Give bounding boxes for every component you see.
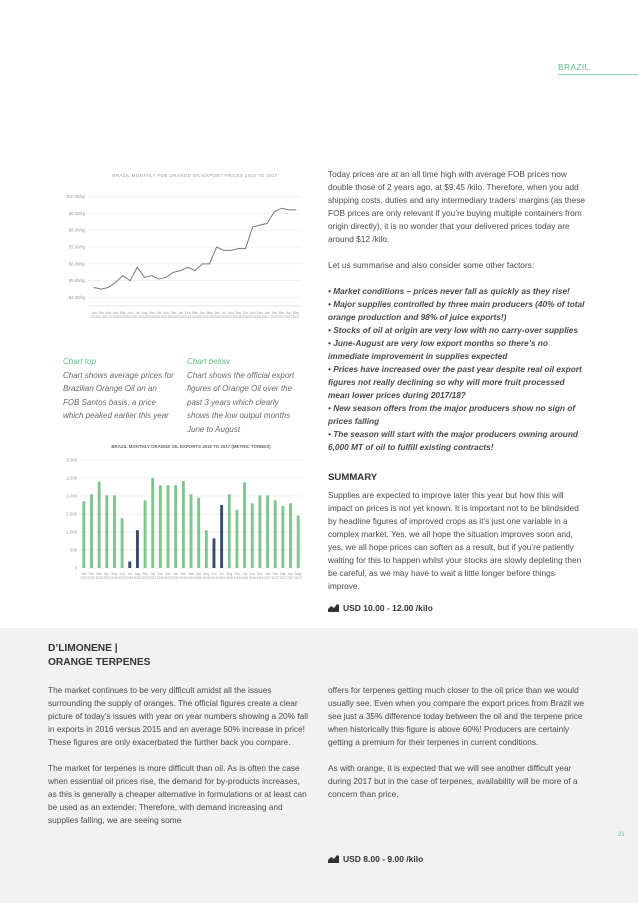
data-point — [159, 279, 160, 280]
x-tick-year: 2016 — [198, 315, 206, 319]
y-tick-label: $9.00/kg — [68, 210, 85, 216]
x-tick-label: Oct — [242, 572, 248, 576]
x-tick-label: Jun — [214, 311, 220, 315]
x-tick-year: 2017 — [278, 315, 286, 319]
data-point — [115, 282, 116, 283]
bar — [289, 503, 292, 568]
data-point — [187, 267, 188, 268]
x-tick-year: 2016 — [249, 315, 257, 319]
data-point — [195, 270, 196, 271]
bar — [167, 485, 170, 568]
dlimonene-right-paragraph-1: offers for terpenes getting much closer to the oil price than we would usually see. Even when you compare the export prices from Brazil we see just a 35% difference today between the oil and the terpene price when historically this figure is above 60%! Producers are certainly getting a premium for their terpenes in current conditions. — [328, 685, 584, 747]
data-point — [166, 277, 167, 278]
bar — [90, 494, 93, 568]
y-tick-label: 2,000 — [66, 493, 77, 499]
x-tick-year: 2016 — [184, 315, 192, 319]
x-tick-year: 2016 — [202, 576, 210, 580]
x-tick-year: 2015 — [90, 315, 98, 319]
bar — [213, 538, 216, 568]
x-tick-year: 2016 — [241, 576, 249, 580]
x-tick-label: Mar — [278, 311, 285, 315]
y-tick-label: $10.00/kg — [66, 193, 85, 199]
x-tick-year: 2015 — [112, 315, 120, 319]
y-tick-label: $7.00/kg — [68, 244, 85, 250]
data-point — [173, 272, 174, 273]
summary-text: Supplies are expected to improve later this year but how this will impact on prices is not yet known. It is important not to be blindsided by headline figures of improved crops as it’s just one variable in a complex market. Yes, we all hope the situation improves soon and, yes, we all hope prices can soften as a result, but if you’re patiently waiting for this to happen whilst your stocks are slowly depleting then be careful, as we may have to wait a little longer before things improve. — [328, 490, 582, 591]
y-tick-label: 2,500 — [66, 475, 77, 481]
x-tick-year: 2017 — [285, 315, 293, 319]
x-tick-label: Mar — [96, 572, 102, 576]
y-tick-label: $5.00/kg — [68, 278, 85, 284]
x-tick-label: May — [295, 572, 302, 576]
x-tick-year: 2015 — [97, 315, 105, 319]
bar — [82, 501, 85, 568]
y-tick-label: $6.00/kg — [68, 261, 85, 267]
x-tick-year: 2017 — [264, 576, 272, 580]
bar — [113, 495, 116, 568]
data-point — [260, 225, 261, 226]
bullet-item: • The season will start with the major producers owning around 6,000 MT of oil to fulfill existing contracts! — [328, 429, 579, 452]
data-point — [296, 210, 297, 211]
x-tick-label: May — [292, 311, 300, 315]
bar — [151, 478, 154, 568]
chart-title: BRAZIL MONTHLY FOB ORANGE OIL EXPORT PRICES 2015 TO 2017 — [112, 173, 278, 178]
chart-title: BRAZIL MONTHLY ORANGE OIL EXPORTS 2015 TO 2017 (METRIC TONNES) — [111, 444, 271, 449]
x-tick-label: Aug — [226, 572, 233, 576]
dlimonene-left-column — [48, 684, 310, 840]
x-tick-label: Dec — [257, 572, 263, 576]
x-tick-year: 2015 — [126, 576, 134, 580]
exports-bar-chart-svg — [58, 438, 312, 584]
x-tick-label: Oct — [156, 311, 162, 315]
x-tick-label: Jul — [219, 572, 224, 576]
x-tick-label: Mar — [188, 572, 194, 576]
bar — [251, 503, 254, 568]
data-point — [101, 289, 102, 290]
data-point — [245, 248, 246, 249]
bar — [297, 515, 300, 568]
data-point — [151, 275, 152, 276]
factor-bullets — [328, 285, 586, 454]
x-tick-label: Apr — [286, 311, 292, 315]
x-tick-year: 2016 — [225, 576, 233, 580]
x-tick-year: 2017 — [263, 315, 271, 319]
bar — [105, 495, 108, 568]
x-tick-year: 2016 — [187, 576, 195, 580]
terpenes-price-label: USD 8.00 - 9.00 /kilo — [343, 854, 424, 864]
bar — [136, 530, 139, 568]
chart-icon — [328, 855, 339, 863]
bar — [274, 500, 277, 568]
x-tick-label: Jan — [81, 572, 87, 576]
data-point — [216, 247, 217, 248]
bullet-item: • June-August are very low export months so there’s no immediate improvement in supplies expected — [328, 338, 548, 361]
orange-oil-price — [328, 603, 433, 613]
x-tick-year: 2016 — [234, 315, 242, 319]
x-tick-year: 2017 — [286, 576, 295, 580]
region-divider — [558, 74, 638, 75]
intro-paragraph-2: Let us summarise and also consider some other factors: — [328, 260, 535, 270]
bar — [281, 506, 284, 568]
x-tick-label: Sep — [142, 572, 148, 576]
x-tick-year: 2015 — [148, 315, 156, 319]
x-tick-year: 2015 — [140, 315, 149, 319]
series-line — [94, 208, 296, 289]
x-tick-label: Jun — [127, 311, 133, 315]
bar — [258, 495, 261, 568]
x-tick-year: 2015 — [119, 315, 127, 319]
x-tick-label: Nov — [157, 572, 164, 576]
x-tick-label: Jan — [91, 311, 97, 315]
price-line-chart-svg — [58, 168, 312, 330]
x-tick-year: 2016 — [210, 576, 218, 580]
caption-below-text: Chart shows the official export figures of Orange Oil over the past 3 years which clearly shows the low output months June to August — [187, 370, 295, 434]
x-tick-label: Aug — [228, 311, 234, 315]
intro-column — [328, 168, 586, 454]
data-point — [223, 250, 224, 251]
caption-below-heading: Chart below — [187, 357, 230, 366]
x-tick-label: Apr — [104, 572, 110, 576]
x-tick-year: 2016 — [227, 315, 235, 319]
x-tick-year: 2015 — [156, 576, 164, 580]
bar — [159, 485, 162, 568]
y-tick-label: $8.00/kg — [68, 227, 85, 233]
terpenes-price — [328, 854, 423, 864]
x-tick-year: 2016 — [256, 315, 264, 319]
x-tick-label: Mar — [192, 311, 198, 315]
x-tick-label: Feb — [98, 311, 104, 315]
caption-chart-top — [63, 355, 175, 423]
data-point — [137, 267, 138, 268]
dlimonene-left-paragraph-2: The market for terpenes is more difficult than oil. As is often the case when essential oil prices rise, the demand for by-products increases, as this is generally a cheaper alternative in formulations or at least can be used as an extender. Therefore, with demand increasing and supplies falling, we are seeing some — [48, 763, 307, 825]
x-tick-year: 2015 — [133, 576, 141, 580]
x-tick-label: Feb — [88, 572, 95, 576]
x-tick-year: 2015 — [87, 576, 96, 580]
x-tick-label: Feb — [271, 311, 278, 315]
data-point — [209, 263, 210, 264]
price-line-chart — [58, 168, 312, 330]
x-tick-year: 2016 — [213, 315, 221, 319]
x-tick-year: 2017 — [271, 576, 279, 580]
data-point — [274, 211, 275, 212]
y-tick-label: 1,500 — [66, 511, 77, 517]
data-point — [122, 275, 123, 276]
x-tick-year: 2015 — [162, 315, 170, 319]
x-tick-year: 2015 — [155, 315, 163, 319]
caption-chart-below — [187, 355, 299, 436]
bullet-item: • Prices have increased over the past year despite real oil export figures not really declining so why will more fruit processed mean lower prices during 2017/18? — [328, 364, 582, 400]
x-tick-year: 2015 — [126, 315, 134, 319]
x-tick-year: 2015 — [104, 315, 112, 319]
x-tick-label: Nov — [249, 311, 256, 315]
x-tick-year: 2015 — [133, 315, 141, 319]
x-tick-label: Dec — [257, 311, 263, 315]
x-tick-label: Jan — [264, 572, 271, 576]
y-tick-label: 1,000 — [66, 529, 77, 535]
bullet-item: • Major supplies controlled by three main producers (40% of total orange production and 98% of juice exports!) — [328, 299, 585, 322]
caption-top-text: Chart shows average prices for Brazilian Orange Oil on an FOB Santos basis, a price which peaked earlier this year — [63, 370, 174, 420]
data-point — [238, 248, 239, 249]
data-point — [288, 210, 289, 211]
x-tick-year: 2015 — [118, 576, 126, 580]
x-tick-label: Jan — [264, 311, 270, 315]
x-tick-year: 2016 — [172, 576, 180, 580]
dlimonene-heading-line1: D’LIMONENE | — [48, 643, 118, 654]
x-tick-label: Mar — [280, 572, 286, 576]
x-tick-year: 2017 — [270, 315, 278, 319]
dlimonene-heading-line2: ORANGE TERPENES — [48, 656, 151, 668]
data-point — [130, 280, 131, 281]
x-tick-label: Apr — [196, 572, 202, 576]
page-number: 21 — [618, 832, 625, 838]
data-point — [281, 208, 282, 209]
x-tick-label: Jun — [119, 572, 125, 576]
x-tick-label: Jan — [178, 311, 184, 315]
data-point — [267, 223, 268, 224]
y-tick-label: $4.00/kg — [68, 295, 85, 301]
x-tick-year: 2016 — [220, 315, 228, 319]
bar — [98, 482, 101, 568]
dlimonene-right-paragraph-2: As with orange, it is expected that we will see another difficult year during 2017 but in the case of terpenes, availability will be more of a concern than price. — [328, 763, 578, 799]
x-tick-label: Oct — [150, 572, 156, 576]
bar — [235, 510, 238, 568]
bullet-item: • New season offers from the major producers show no sign of prices falling — [328, 403, 576, 426]
x-tick-label: Jul — [221, 311, 226, 315]
x-tick-year: 2017 — [292, 315, 300, 319]
data-point — [180, 270, 181, 271]
x-tick-year: 2015 — [169, 315, 177, 319]
bar — [266, 495, 269, 568]
x-tick-label: May — [111, 572, 118, 576]
x-tick-label: Oct — [243, 311, 248, 315]
x-tick-year: 2016 — [205, 315, 213, 319]
bar — [144, 500, 147, 568]
x-tick-year: 2017 — [294, 576, 302, 580]
x-tick-label: Apr — [199, 311, 205, 315]
x-tick-label: Aug — [134, 572, 141, 576]
x-tick-label: Jun — [211, 572, 217, 576]
x-tick-label: Jul — [127, 572, 132, 576]
y-tick-label: 0 — [74, 565, 77, 571]
bar — [174, 485, 177, 568]
data-point — [108, 287, 109, 288]
x-tick-label: May — [206, 311, 213, 315]
x-tick-year: 2015 — [80, 576, 88, 580]
x-tick-label: Jan — [173, 572, 179, 576]
x-tick-label: Feb — [180, 572, 187, 576]
x-tick-label: Nov — [163, 311, 169, 315]
x-tick-year: 2016 — [233, 576, 241, 580]
x-tick-year: 2015 — [103, 576, 111, 580]
data-point — [231, 250, 232, 251]
x-tick-year: 2016 — [241, 315, 250, 319]
x-tick-year: 2015 — [95, 576, 103, 580]
data-point — [252, 226, 253, 227]
x-tick-year: 2016 — [177, 315, 185, 319]
bullet-item: • Stocks of oil at origin are very low with no carry-over supplies — [328, 325, 579, 335]
orange-oil-price-label: USD 10.00 - 12.00 /kilo — [343, 603, 433, 613]
data-point — [94, 287, 95, 288]
x-tick-label: Mar — [105, 311, 112, 315]
x-tick-label: Dec — [170, 311, 177, 315]
bar — [205, 530, 208, 568]
region-tag: BRAZIL — [558, 62, 590, 72]
bar — [121, 518, 124, 568]
x-tick-year: 2016 — [179, 576, 187, 580]
x-tick-label: Sep — [235, 311, 242, 315]
summary-heading: SUMMARY — [328, 472, 378, 483]
y-tick-label: 500 — [70, 547, 77, 553]
x-tick-year: 2016 — [256, 576, 264, 580]
x-tick-label: Feb — [185, 311, 191, 315]
data-point — [202, 263, 203, 264]
bar — [190, 494, 193, 568]
bar — [182, 481, 185, 568]
y-tick-label: 3,000 — [66, 457, 77, 463]
x-tick-label: May — [203, 572, 210, 576]
bar — [220, 505, 223, 568]
x-tick-label: Jul — [135, 311, 140, 315]
x-tick-year: 2015 — [149, 576, 157, 580]
bar — [197, 498, 200, 568]
x-tick-year: 2016 — [191, 315, 199, 319]
dlimonene-heading — [48, 642, 150, 669]
x-tick-label: Nov — [249, 572, 256, 576]
dlimonene-left-paragraph-1: The market continues to be very difficult amidst all the issues surrounding the supply of oranges. The official figures create a clear picture of today’s issues with year on year numbers showing a 20% fall in exports in 2016 versus 2015 and an average 50% increase in price! These figures are only exacerbated the further back you compare. — [48, 685, 308, 747]
x-tick-year: 2017 — [279, 576, 287, 580]
x-tick-year: 2016 — [218, 576, 226, 580]
bar — [243, 482, 246, 568]
x-tick-year: 2015 — [164, 576, 172, 580]
chart-icon — [328, 604, 339, 612]
x-tick-label: Feb — [272, 572, 278, 576]
x-tick-label: Apr — [288, 572, 294, 576]
bar — [128, 562, 131, 568]
x-tick-label: Dec — [165, 572, 171, 576]
x-tick-label: May — [119, 311, 126, 315]
x-tick-year: 2015 — [110, 576, 118, 580]
bar — [228, 494, 231, 568]
x-tick-label: Sep — [234, 572, 240, 576]
x-tick-label: Apr — [113, 311, 119, 315]
data-point — [144, 277, 145, 278]
caption-top-heading: Chart top — [63, 357, 96, 366]
x-tick-year: 2015 — [141, 576, 149, 580]
exports-bar-chart — [58, 438, 312, 584]
x-tick-year: 2016 — [195, 576, 203, 580]
dlimonene-right-column — [328, 684, 590, 814]
intro-paragraph-1: Today prices are at an all time high with average FOB prices now double those of 2 years ago, at $9.45 /kilo. Therefore, when you add shipping costs, duties and any intermediary traders’ margins (as these FOB prices are only relevant if you’re buying multiple containers from origin directly), it is no wonder that your delivered prices today are around $12 /kilo. — [328, 169, 586, 244]
x-tick-label: Sep — [148, 311, 155, 315]
x-tick-label: Aug — [141, 311, 148, 315]
x-tick-year: 2016 — [248, 576, 256, 580]
bullet-item: • Market conditions – prices never fall as quickly as they rise! — [328, 286, 570, 296]
